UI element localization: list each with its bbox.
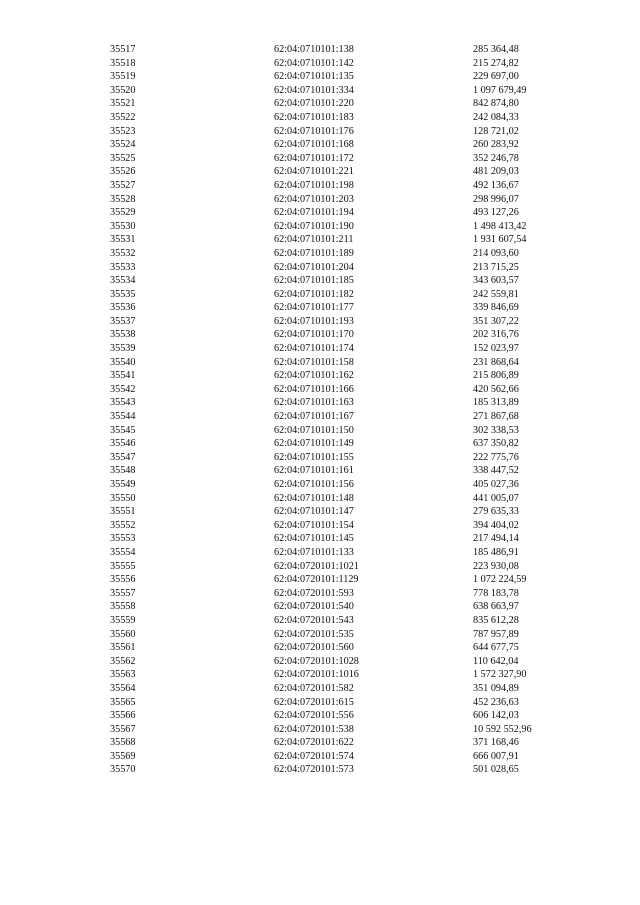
cadastral-value: 10 592 552,96 bbox=[473, 723, 532, 735]
cadastral-number: 62:04:0710101:145 bbox=[274, 533, 354, 545]
cadastral-value: 339 846,69 bbox=[473, 302, 519, 314]
cadastral-value: 842 874,80 bbox=[473, 98, 519, 110]
cadastral-value: 214 093,60 bbox=[473, 247, 519, 259]
row-number: 35547 bbox=[110, 451, 136, 463]
table-row bbox=[0, 328, 640, 342]
table-row bbox=[0, 410, 640, 424]
row-number: 35522 bbox=[110, 111, 136, 123]
cadastral-number: 62:04:0720101:582 bbox=[274, 682, 354, 694]
row-number: 35544 bbox=[110, 411, 136, 423]
cadastral-number: 62:04:0710101:148 bbox=[274, 492, 354, 504]
cadastral-value: 778 183,78 bbox=[473, 587, 519, 599]
cadastral-number: 62:04:0720101:574 bbox=[274, 750, 354, 762]
row-number: 35528 bbox=[110, 193, 136, 205]
cadastral-number: 62:04:0710101:194 bbox=[274, 207, 354, 219]
cadastral-number: 62:04:0720101:622 bbox=[274, 737, 354, 749]
cadastral-value: 606 142,03 bbox=[473, 710, 519, 722]
cadastral-value: 279 635,33 bbox=[473, 506, 519, 518]
cadastral-value: 152 023,97 bbox=[473, 343, 519, 355]
table-row bbox=[0, 301, 640, 315]
cadastral-value: 394 404,02 bbox=[473, 519, 519, 531]
table-row bbox=[0, 138, 640, 152]
table-row bbox=[0, 696, 640, 710]
row-number: 35539 bbox=[110, 343, 136, 355]
table-row bbox=[0, 247, 640, 261]
table-row bbox=[0, 736, 640, 750]
table-row bbox=[0, 84, 640, 98]
cadastral-number: 62:04:0710101:172 bbox=[274, 152, 354, 164]
row-number: 35537 bbox=[110, 315, 136, 327]
cadastral-number: 62:04:0710101:198 bbox=[274, 179, 354, 191]
row-number: 35555 bbox=[110, 560, 136, 572]
table-row bbox=[0, 165, 640, 179]
row-number: 35567 bbox=[110, 723, 136, 735]
row-number: 35521 bbox=[110, 98, 136, 110]
cadastral-number: 62:04:0720101:1021 bbox=[274, 560, 359, 572]
cadastral-value: 352 246,78 bbox=[473, 152, 519, 164]
table-row bbox=[0, 233, 640, 247]
row-number: 35565 bbox=[110, 696, 136, 708]
cadastral-value: 185 486,91 bbox=[473, 546, 519, 558]
cadastral-number: 62:04:0710101:176 bbox=[274, 125, 354, 137]
cadastral-number: 62:04:0710101:142 bbox=[274, 57, 354, 69]
row-number: 35534 bbox=[110, 275, 136, 287]
row-number: 35532 bbox=[110, 247, 136, 259]
table-row bbox=[0, 573, 640, 587]
cadastral-value: 501 028,65 bbox=[473, 764, 519, 776]
cadastral-value: 787 957,89 bbox=[473, 628, 519, 640]
table-row bbox=[0, 600, 640, 614]
cadastral-value: 637 350,82 bbox=[473, 438, 519, 450]
row-number: 35530 bbox=[110, 220, 136, 232]
row-number: 35549 bbox=[110, 479, 136, 490]
cadastral-value: 343 603,57 bbox=[473, 275, 519, 287]
cadastral-value: 223 930,08 bbox=[473, 560, 519, 572]
cadastral-value: 835 612,28 bbox=[473, 614, 519, 626]
cadastral-number: 62:04:0710101:203 bbox=[274, 193, 354, 205]
cadastral-number: 62:04:0720101:535 bbox=[274, 628, 354, 640]
row-number: 35564 bbox=[110, 682, 136, 694]
row-number: 35554 bbox=[110, 546, 136, 558]
table-row bbox=[0, 424, 640, 438]
cadastral-number: 62:04:0720101:538 bbox=[274, 723, 354, 735]
table-row bbox=[0, 519, 640, 533]
cadastral-value: 405 027,36 bbox=[473, 479, 519, 490]
cadastral-value: 666 007,91 bbox=[473, 750, 519, 762]
cadastral-value: 1 498 413,42 bbox=[473, 220, 527, 232]
cadastral-number: 62:04:0710101:221 bbox=[274, 166, 354, 178]
cadastral-value: 217 494,14 bbox=[473, 533, 519, 545]
row-number: 35519 bbox=[110, 71, 136, 83]
cadastral-number: 62:04:0710101:174 bbox=[274, 343, 354, 355]
table-row bbox=[0, 464, 640, 478]
table-row bbox=[0, 668, 640, 682]
table-row bbox=[0, 560, 640, 574]
table-row bbox=[0, 261, 640, 275]
cadastral-value: 441 005,07 bbox=[473, 492, 519, 504]
cadastral-number: 62:04:0710101:185 bbox=[274, 275, 354, 287]
table-row bbox=[0, 152, 640, 166]
cadastral-number: 62:04:0710101:149 bbox=[274, 438, 354, 450]
cadastral-value: 222 775,76 bbox=[473, 451, 519, 463]
table-row bbox=[0, 288, 640, 302]
cadastral-value: 493 127,26 bbox=[473, 207, 519, 219]
cadastral-number: 62:04:0720101:540 bbox=[274, 601, 354, 613]
row-number: 35538 bbox=[110, 329, 136, 341]
table-row bbox=[0, 315, 640, 329]
row-number: 35541 bbox=[110, 370, 136, 382]
row-number: 35518 bbox=[110, 57, 136, 69]
cadastral-number: 62:04:0710101:135 bbox=[274, 71, 354, 83]
row-number: 35545 bbox=[110, 424, 136, 436]
cadastral-number: 62:04:0710101:147 bbox=[274, 506, 354, 518]
row-number: 35536 bbox=[110, 302, 136, 314]
cadastral-number: 62:04:0720101:543 bbox=[274, 614, 354, 626]
cadastral-value: 213 715,25 bbox=[473, 261, 519, 273]
table-row bbox=[0, 274, 640, 288]
cadastral-number: 62:04:0710101:163 bbox=[274, 397, 354, 409]
table-row bbox=[0, 43, 640, 57]
row-number: 35557 bbox=[110, 587, 136, 599]
row-number: 35558 bbox=[110, 601, 136, 613]
cadastral-value: 338 447,52 bbox=[473, 465, 519, 477]
table-row bbox=[0, 356, 640, 370]
row-number: 35546 bbox=[110, 438, 136, 450]
cadastral-value: 420 562,66 bbox=[473, 383, 519, 395]
table-row bbox=[0, 220, 640, 234]
row-number: 35540 bbox=[110, 356, 136, 368]
table-row bbox=[0, 396, 640, 410]
cadastral-number: 62:04:0720101:1028 bbox=[274, 655, 359, 667]
row-number: 35524 bbox=[110, 139, 136, 151]
cadastral-number: 62:04:0710101:177 bbox=[274, 302, 354, 314]
table-row bbox=[0, 193, 640, 207]
table-row bbox=[0, 655, 640, 669]
cadastral-value: 351 307,22 bbox=[473, 315, 519, 327]
cadastral-number: 62:04:0720101:560 bbox=[274, 642, 354, 654]
cadastral-number: 62:04:0710101:167 bbox=[274, 411, 354, 423]
table-row bbox=[0, 437, 640, 451]
table-row bbox=[0, 451, 640, 465]
cadastral-value: 1 097 679,49 bbox=[473, 84, 527, 96]
row-number: 35563 bbox=[110, 669, 136, 681]
cadastral-value: 185 313,89 bbox=[473, 397, 519, 409]
cadastral-value: 260 283,92 bbox=[473, 139, 519, 151]
row-number: 35550 bbox=[110, 492, 136, 504]
row-number: 35523 bbox=[110, 125, 136, 137]
table-row bbox=[0, 750, 640, 764]
row-number: 35548 bbox=[110, 465, 136, 477]
cadastral-value: 452 236,63 bbox=[473, 696, 519, 708]
cadastral-value: 351 094,89 bbox=[473, 682, 519, 694]
cadastral-number: 62:04:0710101:334 bbox=[274, 84, 354, 96]
row-number: 35566 bbox=[110, 710, 136, 722]
cadastral-value: 229 697,00 bbox=[473, 71, 519, 83]
cadastral-number: 62:04:0710101:150 bbox=[274, 424, 354, 436]
row-number: 35561 bbox=[110, 642, 136, 654]
cadastral-number: 62:04:0710101:161 bbox=[274, 465, 354, 477]
table-row bbox=[0, 206, 640, 220]
row-number: 35556 bbox=[110, 574, 136, 586]
cadastral-value: 298 996,07 bbox=[473, 193, 519, 205]
row-number: 35529 bbox=[110, 207, 136, 219]
cadastral-number: 62:04:0720101:593 bbox=[274, 587, 354, 599]
table-row bbox=[0, 369, 640, 383]
row-number: 35527 bbox=[110, 179, 136, 191]
cadastral-value: 271 867,68 bbox=[473, 411, 519, 423]
table-row bbox=[0, 179, 640, 193]
row-number: 35517 bbox=[110, 44, 136, 55]
row-number: 35531 bbox=[110, 234, 136, 246]
table-row bbox=[0, 641, 640, 655]
cadastral-number: 62:04:0710101:193 bbox=[274, 315, 354, 327]
cadastral-value: 1 572 327,90 bbox=[473, 669, 527, 681]
cadastral-number: 62:04:0720101:573 bbox=[274, 764, 354, 776]
cadastral-value: 128 721,02 bbox=[473, 125, 519, 137]
row-number: 35559 bbox=[110, 614, 136, 626]
row-number: 35525 bbox=[110, 152, 136, 164]
cadastral-number: 62:04:0720101:1129 bbox=[274, 574, 359, 586]
cadastral-number: 62:04:0720101:1016 bbox=[274, 669, 359, 681]
data-table bbox=[0, 43, 640, 777]
cadastral-number: 62:04:0710101:162 bbox=[274, 370, 354, 382]
row-number: 35553 bbox=[110, 533, 136, 545]
cadastral-number: 62:04:0710101:190 bbox=[274, 220, 354, 232]
cadastral-number: 62:04:0710101:211 bbox=[274, 234, 354, 246]
cadastral-value: 202 316,76 bbox=[473, 329, 519, 341]
cadastral-value: 242 084,33 bbox=[473, 111, 519, 123]
row-number: 35533 bbox=[110, 261, 136, 273]
row-number: 35560 bbox=[110, 628, 136, 640]
cadastral-number: 62:04:0710101:156 bbox=[274, 479, 354, 490]
cadastral-value: 242 559,81 bbox=[473, 288, 519, 300]
table-row bbox=[0, 723, 640, 737]
cadastral-number: 62:04:0720101:556 bbox=[274, 710, 354, 722]
cadastral-value: 481 209,03 bbox=[473, 166, 519, 178]
cadastral-value: 371 168,46 bbox=[473, 737, 519, 749]
cadastral-number: 62:04:0710101:133 bbox=[274, 546, 354, 558]
row-number: 35568 bbox=[110, 737, 136, 749]
table-row bbox=[0, 532, 640, 546]
cadastral-value: 492 136,67 bbox=[473, 179, 519, 191]
cadastral-value: 215 806,89 bbox=[473, 370, 519, 382]
table-row bbox=[0, 546, 640, 560]
row-number: 35526 bbox=[110, 166, 136, 178]
row-number: 35542 bbox=[110, 383, 136, 395]
table-row bbox=[0, 492, 640, 506]
cadastral-value: 1 931 607,54 bbox=[473, 234, 527, 246]
cadastral-value: 110 642,04 bbox=[473, 655, 519, 667]
table-row bbox=[0, 478, 640, 492]
table-row bbox=[0, 587, 640, 601]
table-row bbox=[0, 682, 640, 696]
table-row bbox=[0, 709, 640, 723]
cadastral-value: 302 338,53 bbox=[473, 424, 519, 436]
row-number: 35543 bbox=[110, 397, 136, 409]
cadastral-value: 285 364,48 bbox=[473, 44, 519, 55]
cadastral-value: 644 677,75 bbox=[473, 642, 519, 654]
cadastral-number: 62:04:0710101:155 bbox=[274, 451, 354, 463]
cadastral-number: 62:04:0710101:168 bbox=[274, 139, 354, 151]
table-row bbox=[0, 125, 640, 139]
cadastral-value: 215 274,82 bbox=[473, 57, 519, 69]
row-number: 35569 bbox=[110, 750, 136, 762]
row-number: 35551 bbox=[110, 506, 136, 518]
cadastral-value: 231 868,64 bbox=[473, 356, 519, 368]
table-row bbox=[0, 383, 640, 397]
table-row bbox=[0, 97, 640, 111]
cadastral-number: 62:04:0710101:158 bbox=[274, 356, 354, 368]
cadastral-number: 62:04:0710101:182 bbox=[274, 288, 354, 300]
cadastral-number: 62:04:0710101:183 bbox=[274, 111, 354, 123]
table-row bbox=[0, 505, 640, 519]
cadastral-number: 62:04:0710101:189 bbox=[274, 247, 354, 259]
cadastral-number: 62:04:0710101:138 bbox=[274, 44, 354, 55]
row-number: 35520 bbox=[110, 84, 136, 96]
table-row bbox=[0, 763, 640, 777]
table-row bbox=[0, 111, 640, 125]
table-row bbox=[0, 614, 640, 628]
table-row bbox=[0, 57, 640, 71]
row-number: 35570 bbox=[110, 764, 136, 776]
table-row bbox=[0, 628, 640, 642]
cadastral-number: 62:04:0710101:166 bbox=[274, 383, 354, 395]
row-number: 35562 bbox=[110, 655, 136, 667]
cadastral-number: 62:04:0720101:615 bbox=[274, 696, 354, 708]
cadastral-number: 62:04:0710101:170 bbox=[274, 329, 354, 341]
table-row bbox=[0, 70, 640, 84]
table-row bbox=[0, 342, 640, 356]
cadastral-number: 62:04:0710101:154 bbox=[274, 519, 354, 531]
row-number: 35552 bbox=[110, 519, 136, 531]
cadastral-number: 62:04:0710101:204 bbox=[274, 261, 354, 273]
cadastral-value: 1 072 224,59 bbox=[473, 574, 527, 586]
cadastral-value: 638 663,97 bbox=[473, 601, 519, 613]
row-number: 35535 bbox=[110, 288, 136, 300]
cadastral-number: 62:04:0710101:220 bbox=[274, 98, 354, 110]
